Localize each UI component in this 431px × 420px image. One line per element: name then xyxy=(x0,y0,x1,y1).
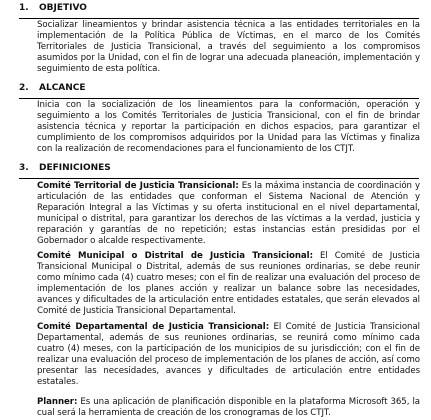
alcance-paragraph: Inicia con la socialización de los lineamientos para la conformación, operación y seguimiento a los Comités Territoriales de Justicia Transicional, con el fin de brindar asistencia técnica y reportar la participación en dichos espacios, para garantizar el cumplimiento de los compromisos adquiridos por la Unidad para las Víctimas y finaliza con la realización de recomendaciones para el funcionamiento de los CTJT. xyxy=(37,100,420,154)
definition-comite-municipal xyxy=(37,251,420,317)
section-title: DEFINICIONES xyxy=(39,163,111,173)
section-header-definiciones xyxy=(19,162,419,179)
definition-term: Comité Departamental de Justicia Transicional: xyxy=(37,322,270,332)
section-header-objetivo xyxy=(19,2,419,19)
definition-comite-departamental xyxy=(37,322,420,388)
section-header-alcance xyxy=(19,82,419,99)
definition-term: Planner: xyxy=(37,397,78,407)
definition-planner xyxy=(37,397,420,419)
section-number: 3. xyxy=(19,163,29,173)
definition-text: El Comité de Justicia Transicional Municipal o Distrital, además de sus reuniones ordinarias, se debe reunir como mínimo cada (4) cuatro meses; con el fin de realizar una evaluación del proceso de implementación de los planes acción y realizar un balance sobre las necesidades, avances y dificultades de la articulación entre entidades estatales, que serán elevados al Comité de Justicia Transicional Departamental. xyxy=(37,251,420,316)
section-title: OBJETIVO xyxy=(39,3,87,13)
section-number: 1. xyxy=(19,3,29,13)
objetivo-paragraph: Socializar lineamientos y brindar asistencia técnica a las entidades territoriales en la implementación de la Política Pública de Víctimas, en el marco de los Comités Territoriales de Justicia Transicional, a través del seguimiento a los compromisos asumidos por la Unidad, con el fin de lograr una adecuada planeación, implementación y seguimiento de esta política. xyxy=(37,20,420,74)
definition-term: Comité Municipal o Distrital de Justicia Transicional: xyxy=(37,251,313,261)
definition-term: Comité Territorial de Justicia Transicional: xyxy=(37,181,239,191)
definition-comite-territorial xyxy=(37,181,420,247)
definition-text: Es la máxima instancia de coordinación y articulación de las entidades que conforman el Sistema Nacional de Atención y Reparación Integral a las Víctimas y su oferta institucional en el nivel departamental, municipal o distrital, para garantizar los derechos de las víctimas a la verdad, justicia y reparación y garantías de no repetición; estas instancias están presididas por el Gobernador o alcalde respectivamente. xyxy=(37,181,420,246)
definition-text: El Comité de Justicia Transicional Departamental, además de sus reuniones ordinarias, se reunirá como mínimo cada cuatro (4) meses, con la participación de los municipios de su jurisdicción; con el fin de realizar una evaluación del proceso de implementación de los planes de acción, así como presentar las necesidades, avances y dificultades de articulación entre entidades estatales. xyxy=(37,322,420,387)
section-title: ALCANCE xyxy=(39,83,86,93)
section-number: 2. xyxy=(19,83,29,93)
definition-text: Es una aplicación de planificación disponible en la plataforma Microsoft 365, la cual será la herramienta de creación de los cronogramas de los CTJT. xyxy=(37,397,420,418)
